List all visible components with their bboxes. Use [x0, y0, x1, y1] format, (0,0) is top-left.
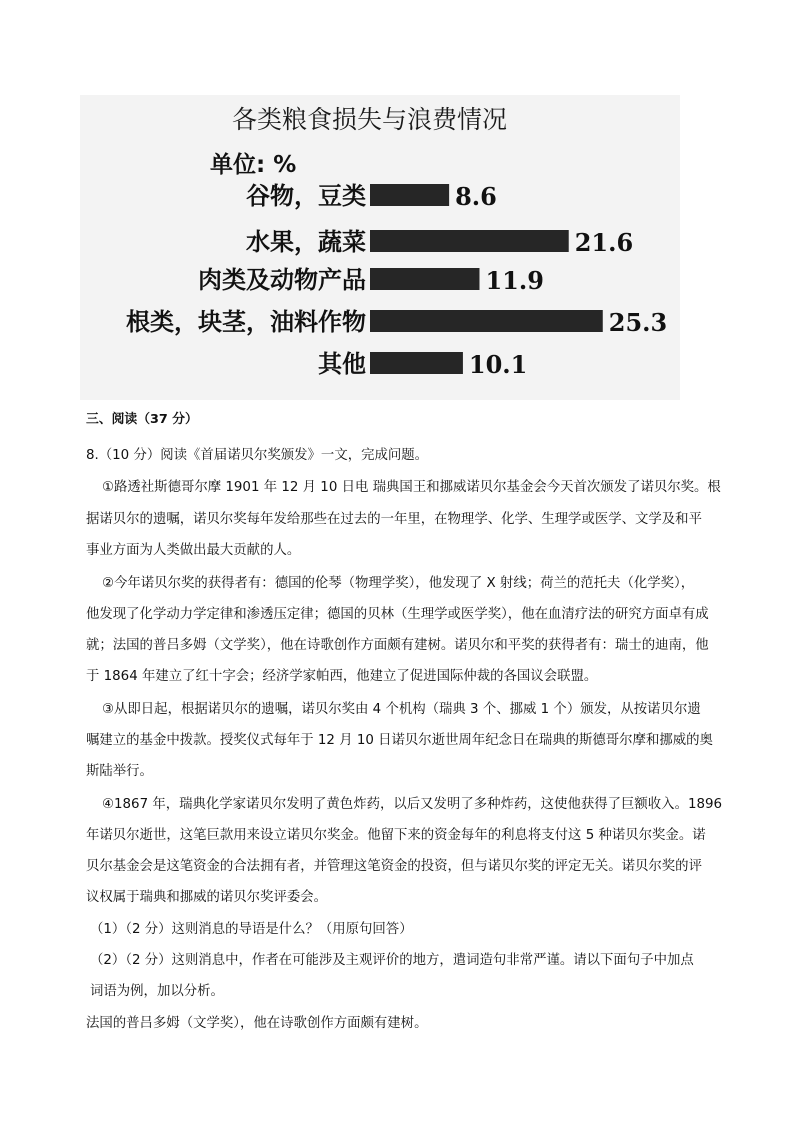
sub-question-2-line-1: （2）（2 分）这则消息中，作者在可能涉及主观评价的地方，遣词造句非常严谨。请以下面句子中加点 — [90, 953, 694, 968]
sub-question-2-line-2: 词语为例，加以分析。 — [90, 984, 224, 999]
paragraph-1-line-1: ①路透社斯德哥尔摩 1901 年 12 月 10 日电 瑞典国王和挪威诺贝尔基金会今天首次颁发了诺贝尔奖。根 — [102, 480, 721, 495]
category-label: 肉类及动物产品 — [198, 266, 366, 294]
category-label: 水果，蔬菜 — [246, 228, 366, 256]
bar — [370, 268, 479, 290]
paragraph-4-line-1: ④1867 年，瑞典化学家诺贝尔发明了黄色炸药，以后又发明了多种炸药，这使他获得了巨额收入。1896 — [102, 797, 723, 812]
paragraph-2-line-1: ②今年诺贝尔奖的获得者有：德国的伦琴（物理学奖），他发现了 X 射线；荷兰的范托夫（化学奖）， — [102, 576, 695, 591]
category-label: 根类，块茎，油料作物 — [126, 308, 366, 336]
bar — [370, 352, 463, 374]
paragraph-1-line-3: 事业方面为人类做出最大贡献的人。 — [86, 543, 301, 558]
category-label: 谷物，豆类 — [246, 182, 366, 210]
paragraph-4-line-4: 议权属于瑞典和挪威的诺贝尔奖评委会。 — [86, 890, 328, 905]
section-title: 三、阅读（37 分） — [86, 412, 198, 427]
bars-group — [126, 182, 667, 379]
paragraph-3-line-1: ③从即日起，根据诺贝尔的遗嘱，诺贝尔奖由 4 个机构（瑞典 3 个、挪威 1 个）颁发，从按诺贝尔遗 — [102, 702, 701, 717]
paragraph-4-line-3: 贝尔基金会是这笔资金的合法拥有者，并管理这笔资金的投资，但与诺贝尔奖的评定无关。诺贝尔奖的评 — [86, 859, 702, 874]
value-label: 11.9 — [485, 266, 544, 295]
chart-title: 各类粮食损失与浪费情况 — [232, 105, 508, 134]
bar — [370, 184, 449, 206]
paragraph-1-line-2: 据诺贝尔的遗嘱，诺贝尔奖每年发给那些在过去的一年里，在物理学、化学、生理学或医学、文学及和平 — [86, 512, 702, 527]
paragraph-2-line-4: 于 1864 年建立了红十字会；经济学家帕西，他建立了促进国际仲裁的各国议会联盟。 — [86, 669, 598, 684]
value-label: 10.1 — [468, 350, 528, 379]
paragraph-2-line-2: 他发现了化学动力学定律和渗透压定律；德国的贝林（生理学或医学奖），他在血清疗法的研究方面卓有成 — [86, 607, 709, 622]
chart-image — [80, 95, 680, 400]
sub-question-1: （1）（2 分）这则消息的导语是什么？（用原句回答） — [90, 922, 413, 937]
chart-unit-label: 单位: % — [210, 152, 297, 178]
category-label: 其他 — [318, 350, 366, 378]
bar-chart — [80, 95, 680, 400]
value-label: 25.3 — [608, 308, 668, 337]
value-label: 8.6 — [455, 182, 497, 211]
paragraph-3-line-3: 斯陆举行。 — [86, 764, 153, 779]
sub-question-2-sentence: 法国的普吕多姆（文学奖），他在诗歌创作方面颇有建树。 — [86, 1016, 428, 1031]
bar — [370, 230, 569, 252]
paragraph-3-line-2: 嘱建立的基金中拨款。授奖仪式每年于 12 月 10 日诺贝尔逝世周年纪念日在瑞典的斯德哥尔摩和挪威的奥 — [86, 733, 713, 748]
paragraph-4-line-2: 年诺贝尔逝世，这笔巨款用来设立诺贝尔奖金。他留下来的资金每年的利息将支付这 5 种诺贝尔奖金。诺 — [86, 828, 706, 843]
bar — [370, 310, 603, 332]
question-header: 8.（10 分）阅读《首届诺贝尔奖颁发》一文，完成问题。 — [86, 448, 429, 463]
paragraph-2-line-3: 就；法国的普吕多姆（文学奖），他在诗歌创作方面颇有建树。诺贝尔和平奖的获得者有：瑞士的迪南，他 — [86, 638, 709, 653]
value-label: 21.6 — [574, 228, 634, 257]
